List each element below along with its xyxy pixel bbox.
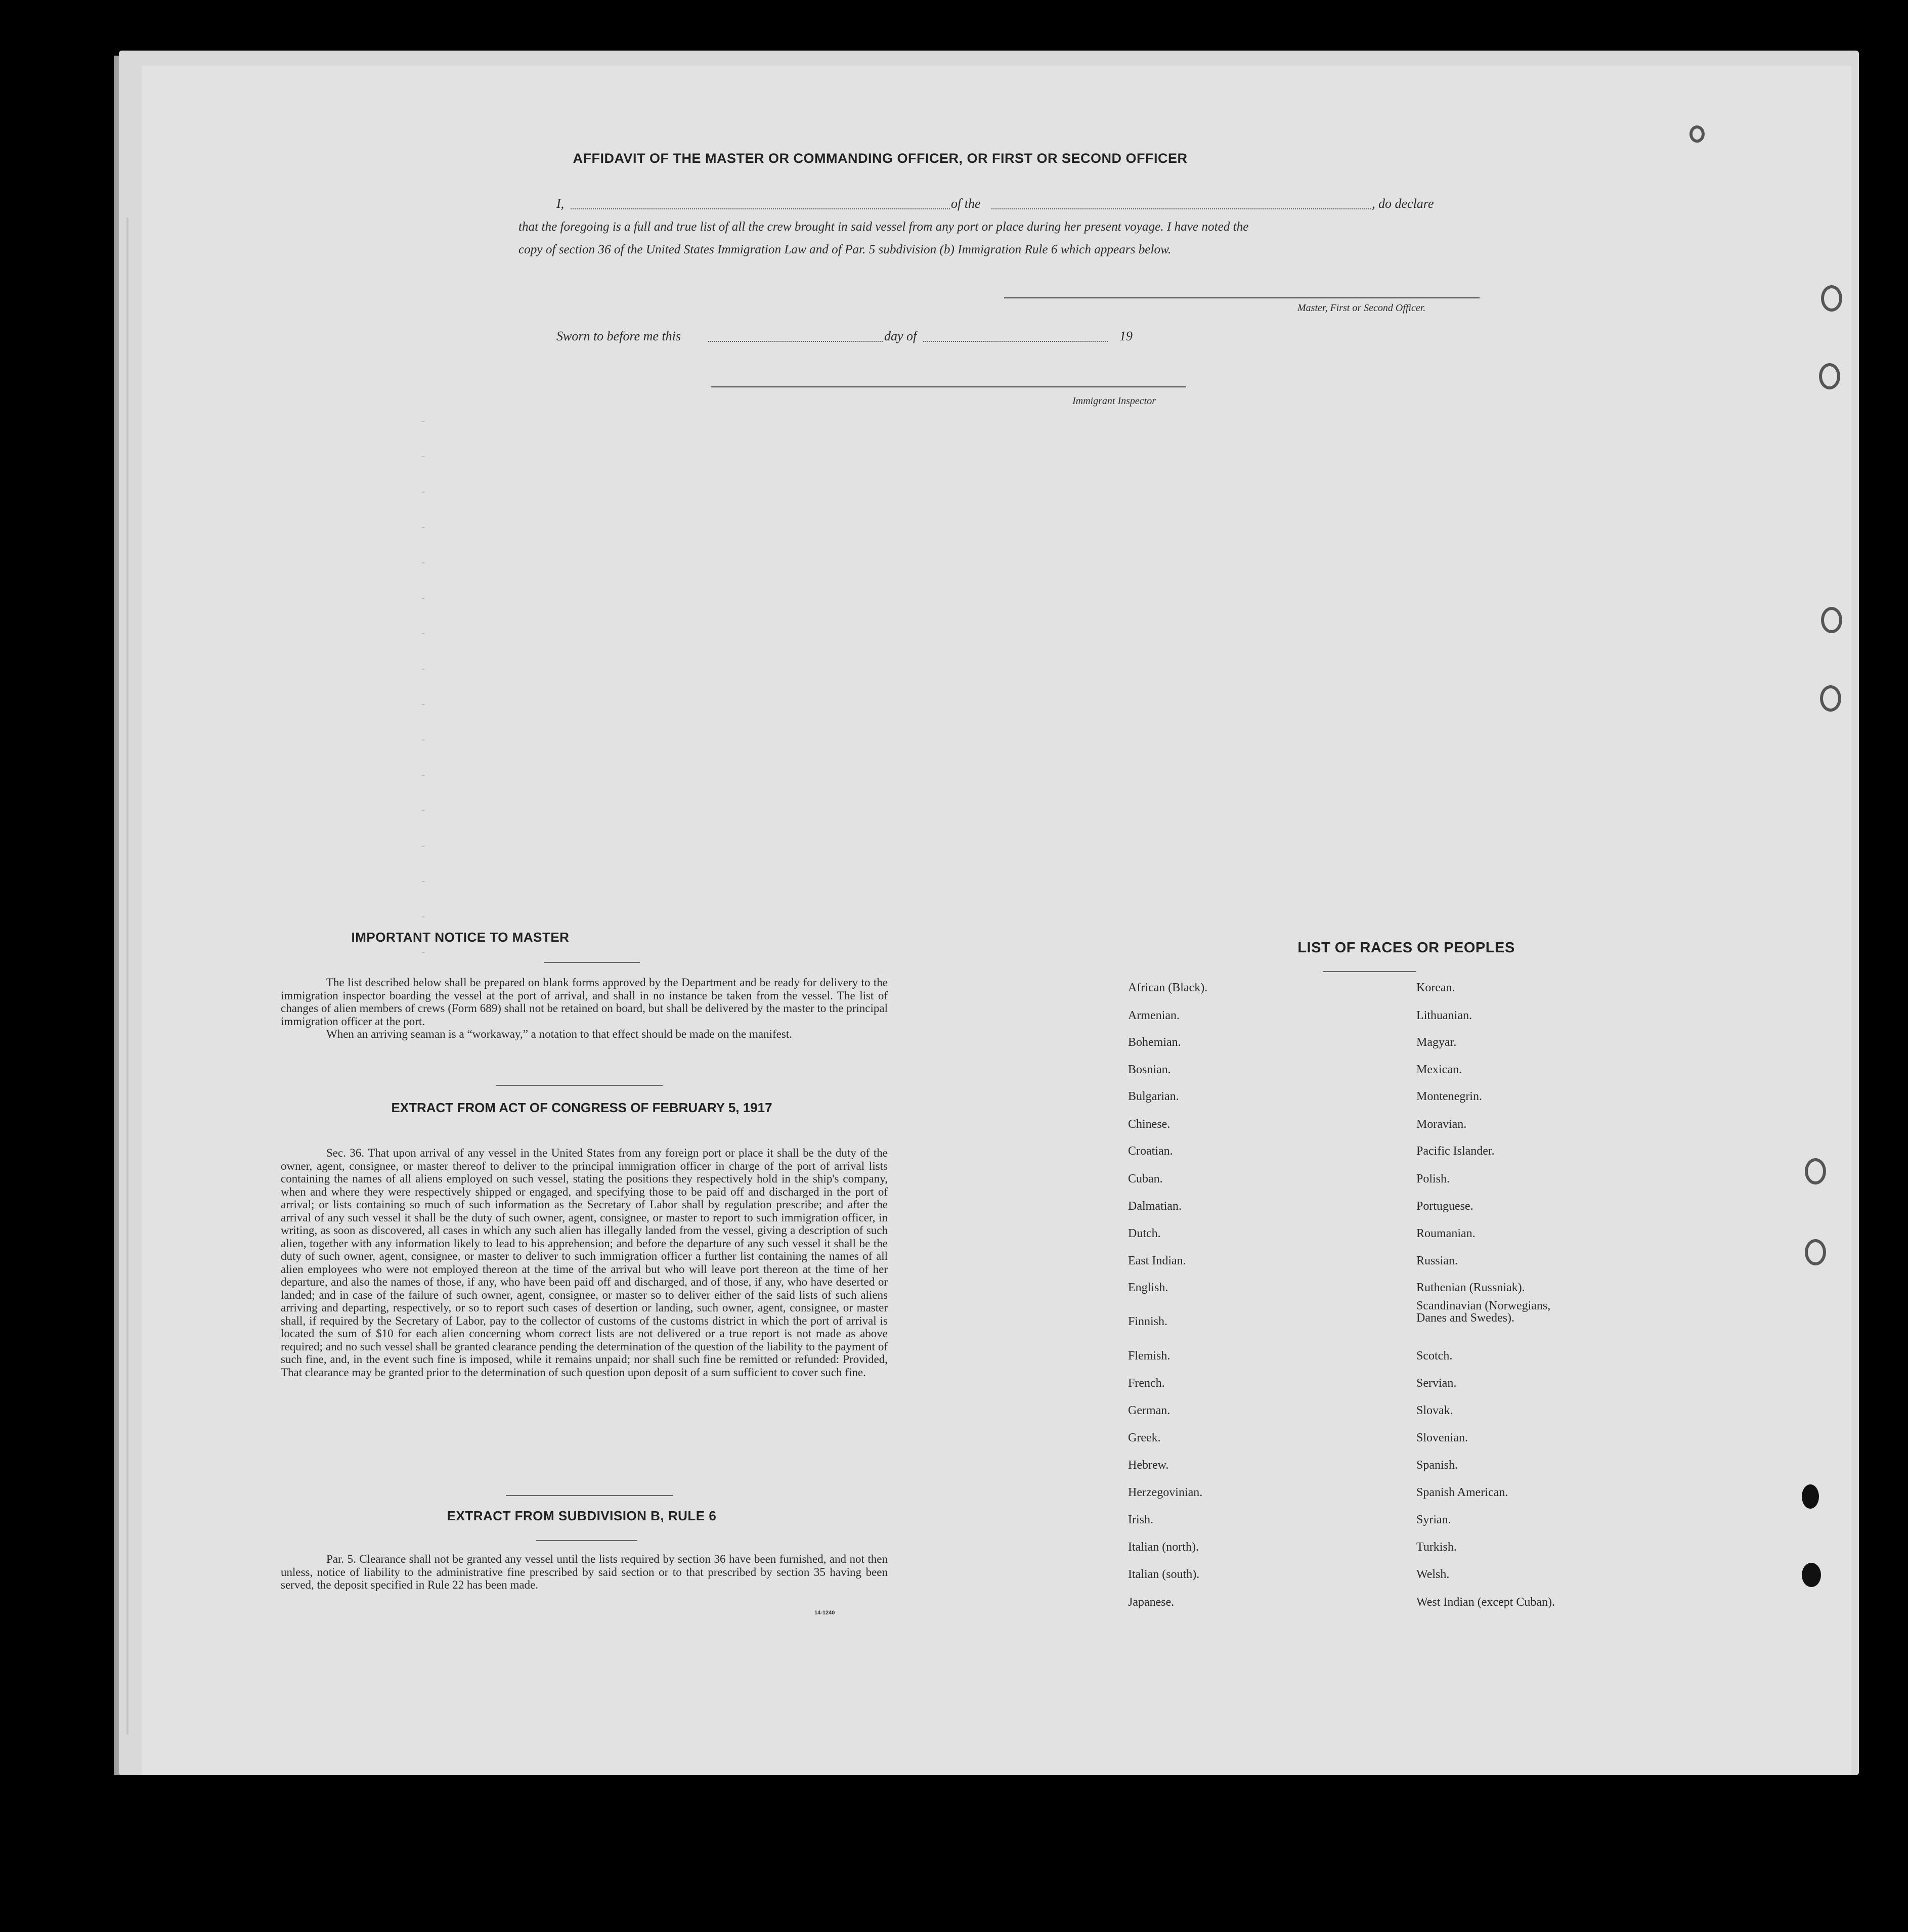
- affidavit-declare: , do declare: [1372, 196, 1434, 211]
- act-section-36-text: Sec. 36. That upon arrival of any vessel in the United States from any foreign port or place it shall be the duty of the owner, agent, consignee, or master thereof to deliver to the principal immigration officer in charge of the port of arrival lists containing the names of all aliens employed on such vessel, stating the positions they respectively hold in the ship's company, when and where they were respectively shipped or engaged, and specifying those to be paid off and discharged in the port of arrival; or lists containing so much of such information as the Secretary of Labor shall by regulation prescribe; and after the arrival of any such vessel it shall be the duty of such owner, agent, consignee, or master to report to such immigration officer, in writing, as soon as discovered, all cases in which any such alien has illegally landed from the vessel, giving a description of such alien, together with any information likely to lead to his apprehension; and before the departure of any such vessel it shall be the duty of such owner, agent, consignee, or master to deliver to such immigration officer a further list containing the names of all alien employees who were not employed thereon at the time of the arrival but who will leave port thereon at the time of her departure, and also the names of those, if any, who have been paid off and discharged, and of those, if any, who have deserted or landed; and in case of the failure of such owner, agent, consignee, or master so to deliver either of the said lists of such aliens arriving and departing, respectively, or so to report such cases of desertion or landing, such owner, agent, consignee, or master shall, if required by the Secretary of Labor, pay to the collector of customs of the customs district in which the port of arrival is located the sum of $10 for each alien concerning whom correct lists are not delivered or a true report is not made as above required; and no such vessel shall be granted clearance pending the determination of the question of the liability to the payment of such fine, and, in the event such fine is imposed, while it remains unpaid; nor shall such fine be remitted or refunded: Provided, That clearance may be granted prior to the determination of such question upon deposit of a sum sufficient to cover such fine.: [281, 1147, 888, 1379]
- race-item: Armenian.: [1128, 1009, 1180, 1022]
- document-page: - - - - - - - - - - - - - - - - AFFIDAVIT OF THE MASTER OR COMMANDING OFFICER, OR FIRST OR SECOND OFFICER I, of the , do declare that the foregoing is a full and true list of all the crew brought in said vessel from any port or place during her present voyage. I have noted the copy of section 36 of the United States Immigration Law and of Par. 5 subdivision (b) Immigration Rule 6 which appears below. Master, First or Second Officer. Sworn to before me this day of 19 Immigrant Inspector IMPORTANT NOTICE TO MASTER The list described below shall be prepared on blank forms approved by the Department and be ready for delivery to the immigration inspector boarding the vessel at the port of arrival, and shall in no instance be taken from the vessel. The list of changes of alien members of crews (Form 689) shall not be retained on board, but shall be delivered by the master to the principal immigration officer at the port. When an arriving seaman is a “workaway,” a notation to that effect should be made on the manifest. EXTRACT FROM ACT OF CONGRESS OF FEBRUARY 5, 1917 Sec. 36. That upon arrival of any vessel in the United States from any foreign port or place it shall be the duty of the owner, agent, consignee, or master thereof to deliver to the principal immigration officer in charge of the port of arrival lists containing the names of all aliens employed on such vessel, stating the positions they respectively hold in the ship's company, when and where they were respectively shipped or engaged, and specifying those to be paid off and discharged in the port of arrival; or lists containing so much of such information as the Secretary of Labor shall by regulation prescribe; and after the arrival of any such vessel it shall be the duty of such owner, agent, consignee, or master to report to such immigration officer, in writing, as soon as discovered, all cases in which any such alien has illegally landed from the vessel, giving a description of such alien, together with any information likely to lead to his apprehension; and before the departure of any such vessel it shall be the duty of such owner, agent, consignee, or master to deliver to such immigration officer a further list containing the names of all alien employees who were not employed thereon at the time of the arrival but who will leave port thereon at the time of her departure, and also the names of those, if any, who have been paid off and discharged, and of those, if any, who have deserted or landed; and in case of the failure of such owner, agent, consignee, or master so to deliver either of the said lists of such aliens arriving and departing, respectively, or so to report such cases of desertion or landing, such owner, agent, consignee, or master shall, if required by the Secretary of Labor, pay to the collector of customs of the customs district in which the port of arrival is located the sum of $10 for each alien concerning whom correct lists are not delivered or a true report is not made as above required; and no such vessel shall be granted clearance pending the determination of the question of the liability to the payment of such fine, and, in the event such fine is imposed, while it remains unpaid; nor shall such fine be remitted or refunded: Provided, That clearance may be granted prior to the determination of such question upon deposit of a sum sufficient to cover such fine. EXTRACT FROM SUBDIVISION B, RULE 6 Par. 5. Clearance shall not be granted any vessel until the lists required by section 36 have been furnished, and not then unless, notice of liability to the administrative fine prescribed by said section or to that prescribed by section 35 having been served, the deposit specified in Rule 22 has been made. 14-1240 LIST OF RACES OR PEOPLES African (Black). Armenian. Bohemian. Bosnian. Bulgarian. Chinese. Croatian. Cuban. Dalmatian. Dutch. East Indian. English. Finnish. Flemish. French. German. Greek. Hebrew. Herzegovinian. Irish. Italian (north). Italian (south). Japanese. Korean. Lithuanian. Magyar. Mexican. Montenegrin. Moravian. Pacific Islander. Polish. Portuguese. Roumanian. Russian. Ruthenian (Russniak). Scandinavian (Norwegians, Danes and Swedes). Scotch. Servian. Slovak. Slovenian. Spanish. Spanish American. Syrian. Turkish. Welsh. West Indian (except Cuban).: [142, 66, 1851, 1775]
- race-item: Flemish.: [1128, 1349, 1170, 1363]
- race-item: Hebrew.: [1128, 1459, 1169, 1472]
- race-item: Montenegrin.: [1416, 1090, 1482, 1103]
- race-item: West Indian (except Cuban).: [1416, 1596, 1555, 1609]
- races-title: LIST OF RACES OR PEOPLES: [1297, 940, 1515, 956]
- race-item: English.: [1128, 1281, 1168, 1294]
- sworn-year: 19: [1119, 329, 1133, 343]
- binder-hole: [1802, 1563, 1821, 1587]
- race-item: Finnish.: [1128, 1315, 1168, 1328]
- race-item: Mexican.: [1416, 1063, 1462, 1076]
- races-rule: [1323, 971, 1416, 972]
- binder-hole: [1805, 1158, 1826, 1184]
- race-item: Ruthenian (Russniak).: [1416, 1281, 1525, 1294]
- race-item: Magyar.: [1416, 1036, 1457, 1049]
- race-item: Roumanian.: [1416, 1227, 1476, 1240]
- race-item: Herzegovinian.: [1128, 1486, 1203, 1499]
- sworn-day-blank: [708, 341, 883, 342]
- race-item: Slovak.: [1416, 1404, 1453, 1417]
- sworn-month-blank: [923, 341, 1108, 342]
- vessel-blank: [991, 208, 1371, 209]
- race-item: German.: [1128, 1404, 1170, 1417]
- affidavit-title: AFFIDAVIT OF THE MASTER OR COMMANDING OFFICER, OR FIRST OR SECOND OFFICER: [573, 151, 1188, 166]
- inspector-label: Immigrant Inspector: [1072, 396, 1156, 407]
- race-item: Syrian.: [1416, 1513, 1451, 1526]
- binder-hole: [1821, 607, 1842, 633]
- race-item: Scandinavian (Norwegians, Danes and Swedes).: [1416, 1299, 1551, 1325]
- race-item: Italian (south).: [1128, 1568, 1200, 1581]
- sworn-prefix: Sworn to before me this: [556, 329, 681, 343]
- race-item: Cuban.: [1128, 1172, 1163, 1185]
- race-item: French.: [1128, 1377, 1165, 1390]
- race-item: Croatian.: [1128, 1145, 1173, 1158]
- race-item: Greek.: [1128, 1431, 1161, 1444]
- race-item: Russian.: [1416, 1254, 1458, 1267]
- race-item: Scotch.: [1416, 1349, 1453, 1363]
- rule-paragraph-5: Par. 5. Clearance shall not be granted any vessel until the lists required by section 36 have been furnished, and not then unless, notice of liability to the administrative fine prescribed by said section or to that prescribed by section 35 having been served, the deposit specified in Rule 22 has been made.: [281, 1553, 888, 1591]
- race-item: Spanish.: [1416, 1459, 1458, 1472]
- notice-paragraph-2: When an arriving seaman is a “workaway,” a notation to that effect should be made on the manifest.: [326, 1028, 792, 1040]
- notice-paragraph-1: The list described below shall be prepared on blank forms approved by the Department and be ready for delivery to the immigration inspector boarding the vessel at the port of arrival, and shall in no instance be taken from the vessel. The list of changes of alien members of crews (Form 689) shall not be retained on board, but shall be delivered by the master to the principal immigration officer at the port.: [281, 976, 888, 1028]
- rule-extract-rule: [536, 1540, 637, 1541]
- notice-rule: [544, 962, 640, 963]
- rule-extract-body: [281, 1553, 888, 1592]
- race-item: Dalmatian.: [1128, 1200, 1182, 1213]
- race-item: Moravian.: [1416, 1118, 1467, 1131]
- race-item: Korean.: [1416, 981, 1455, 994]
- binder-hole: [1689, 125, 1705, 143]
- form-number: 14-1240: [814, 1610, 835, 1616]
- affidavit-i: I,: [556, 196, 565, 211]
- binder-hole: [1821, 285, 1842, 312]
- race-item: Bohemian.: [1128, 1036, 1181, 1049]
- name-blank: [571, 208, 950, 209]
- race-item: African (Black).: [1128, 981, 1208, 994]
- section-rule-2: [506, 1495, 673, 1496]
- race-item: Slovenian.: [1416, 1431, 1468, 1444]
- race-item: Bosnian.: [1128, 1063, 1171, 1076]
- margin-rule: [126, 217, 128, 1735]
- binder-hole: [1802, 1484, 1819, 1509]
- binder-hole: [1805, 1239, 1826, 1265]
- race-item: Lithuanian.: [1416, 1009, 1472, 1022]
- race-item: Japanese.: [1128, 1596, 1175, 1609]
- notice-body: [281, 976, 888, 1041]
- affidavit-line-3: copy of section 36 of the United States Immigration Law and of Par. 5 subdivision (b) Immigration Rule 6 which appears below.: [518, 243, 1172, 256]
- act-extract-title: EXTRACT FROM ACT OF CONGRESS OF FEBRUARY 5, 1917: [391, 1100, 772, 1115]
- section-rule: [496, 1085, 663, 1086]
- race-item: Italian (north).: [1128, 1541, 1199, 1554]
- rule-extract-title: EXTRACT FROM SUBDIVISION B, RULE 6: [447, 1508, 717, 1523]
- race-item: Portuguese.: [1416, 1200, 1473, 1213]
- race-item: Dutch.: [1128, 1227, 1161, 1240]
- race-item: Spanish American.: [1416, 1486, 1508, 1499]
- race-item: Pacific Islander.: [1416, 1145, 1495, 1158]
- race-item: Turkish.: [1416, 1541, 1457, 1554]
- race-item: Polish.: [1416, 1172, 1450, 1185]
- binder-hole: [1820, 685, 1841, 712]
- race-item: Irish.: [1128, 1513, 1153, 1526]
- signature-label: Master, First or Second Officer.: [1297, 302, 1426, 314]
- affidavit-of-the: of the: [951, 196, 981, 211]
- race-item: Bulgarian.: [1128, 1090, 1179, 1103]
- inspector-signature-line: [711, 386, 1186, 387]
- race-item: Chinese.: [1128, 1118, 1170, 1131]
- affidavit-line-2: that the foregoing is a full and true list of all the crew brought in said vessel from any port or place during her present voyage. I have noted the: [518, 220, 1249, 234]
- binder-hole: [1819, 363, 1840, 389]
- notice-title: IMPORTANT NOTICE TO MASTER: [351, 930, 570, 945]
- race-item: East Indian.: [1128, 1254, 1186, 1267]
- race-item: Servian.: [1416, 1377, 1457, 1390]
- signature-line: [1004, 297, 1480, 298]
- act-extract-body: [281, 1147, 888, 1379]
- sworn-day-of: day of: [884, 329, 917, 343]
- race-item: Welsh.: [1416, 1568, 1450, 1581]
